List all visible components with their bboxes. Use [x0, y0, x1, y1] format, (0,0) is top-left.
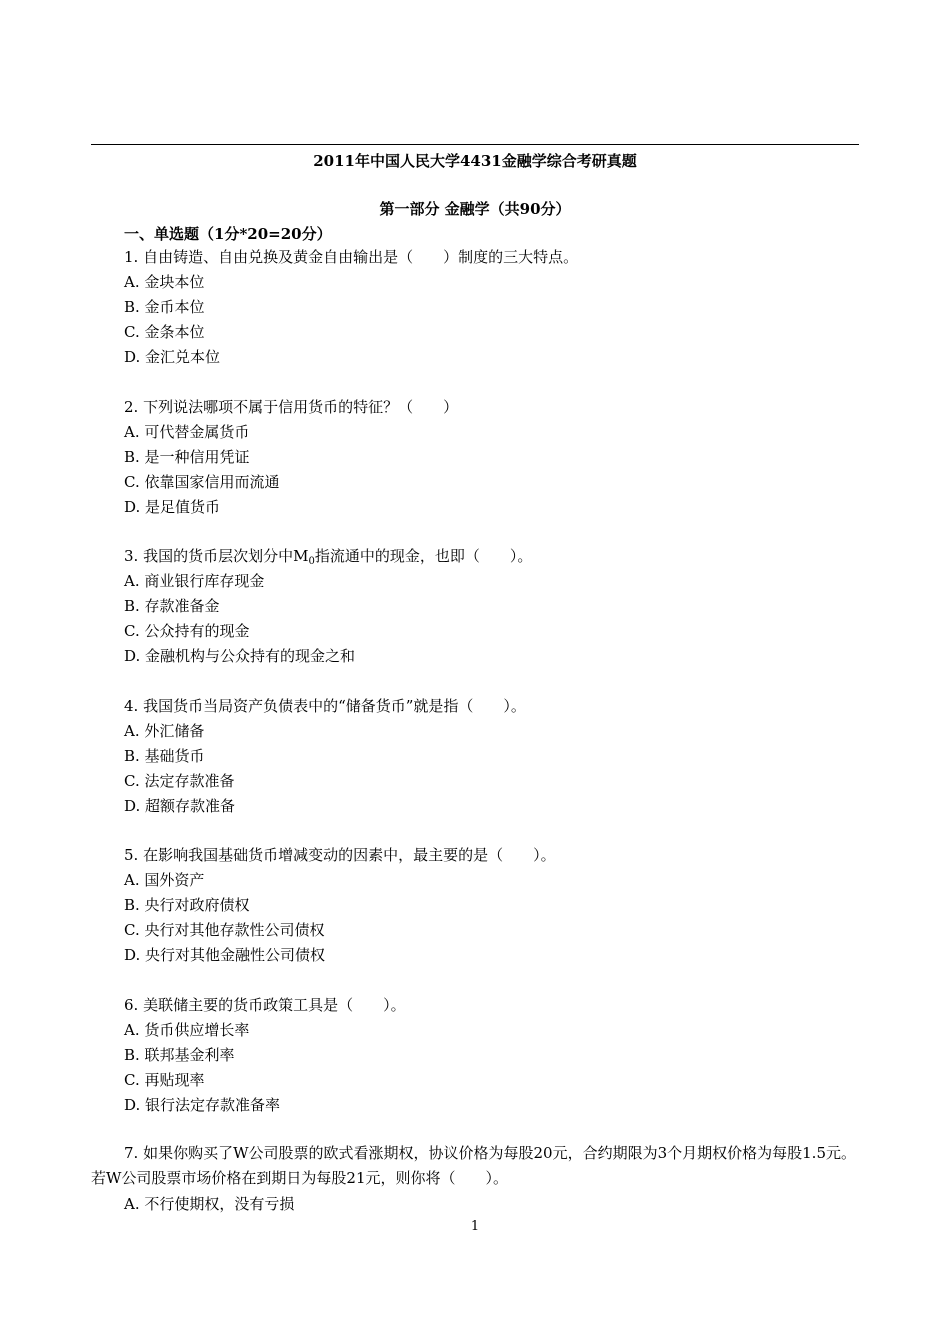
question-stem: 7. 如果你购买了W公司股票的欧式看涨期权，协议价格为每股20元，合约期限为3个月期权价格为每股1.5元。若W公司股票市场价格在到期日为每股21元，则你将（ ）。	[91, 1144, 856, 1187]
option-c: C. 公众持有的现金	[124, 622, 250, 640]
option-b: B. 联邦基金利率	[124, 1046, 235, 1064]
option-d: D. 金融机构与公众持有的现金之和	[124, 647, 356, 665]
question-stem: 4. 我国货币当局资产负债表中的“储备货币”就是指（ ）。	[124, 697, 526, 715]
option-d: D. 超额存款准备	[124, 797, 236, 815]
option-a: A. 可代替金属货币	[124, 423, 250, 441]
part-heading: 第一部分 金融学（共90分）	[379, 200, 571, 218]
document-title: 2011年中国人民大学4431金融学综合考研真题	[313, 152, 637, 170]
option-c: C. 再贴现率	[124, 1071, 205, 1089]
option-a: A. 商业银行库存现金	[124, 572, 265, 590]
option-a: A. 货币供应增长率	[124, 1021, 250, 1039]
option-b: B. 是一种信用凭证	[124, 448, 250, 466]
option-b: B. 央行对政府债权	[124, 896, 250, 914]
option-c: C. 法定存款准备	[124, 772, 235, 790]
option-d: D. 金汇兑本位	[124, 348, 221, 366]
question-stem-pre: 3. 我国的货币层次划分中M	[124, 547, 309, 565]
option-d: D. 银行法定存款准备率	[124, 1096, 281, 1114]
option-c: C. 依靠国家信用而流通	[124, 473, 280, 491]
subscript: 0	[308, 556, 315, 567]
page-number: 1	[470, 1219, 480, 1234]
option-a: A. 不行使期权，没有亏损	[124, 1195, 295, 1213]
option-b: B. 存款准备金	[124, 597, 220, 615]
option-c: C. 央行对其他存款性公司债权	[124, 921, 325, 939]
question-stem: 2. 下列说法哪项不属于信用货币的特征？（ ）	[124, 398, 459, 416]
question-stem: 5. 在影响我国基础货币增减变动的因素中，最主要的是（ ）。	[124, 846, 556, 864]
option-d: D. 央行对其他金融性公司债权	[124, 946, 326, 964]
option-b: B. 金币本位	[124, 298, 205, 316]
option-b: B. 基础货币	[124, 747, 205, 765]
section-heading: 一、单选题（1分*20=20分）	[124, 225, 332, 243]
option-a: A. 外汇储备	[124, 722, 205, 740]
option-a: A. 国外资产	[124, 871, 205, 889]
question-stem-post: 指流通中的现金，也即（ ）。	[314, 547, 533, 565]
question-stem	[124, 546, 532, 566]
header-rule	[91, 144, 859, 145]
option-c: C. 金条本位	[124, 323, 205, 341]
option-d: D. 是足值货币	[124, 498, 221, 516]
option-a: A. 金块本位	[124, 273, 205, 291]
question-stem: 1. 自由铸造、自由兑换及黄金自由输出是（ ）制度的三大特点。	[124, 248, 579, 266]
question-stem: 6. 美联储主要的货币政策工具是（ ）。	[124, 996, 406, 1014]
